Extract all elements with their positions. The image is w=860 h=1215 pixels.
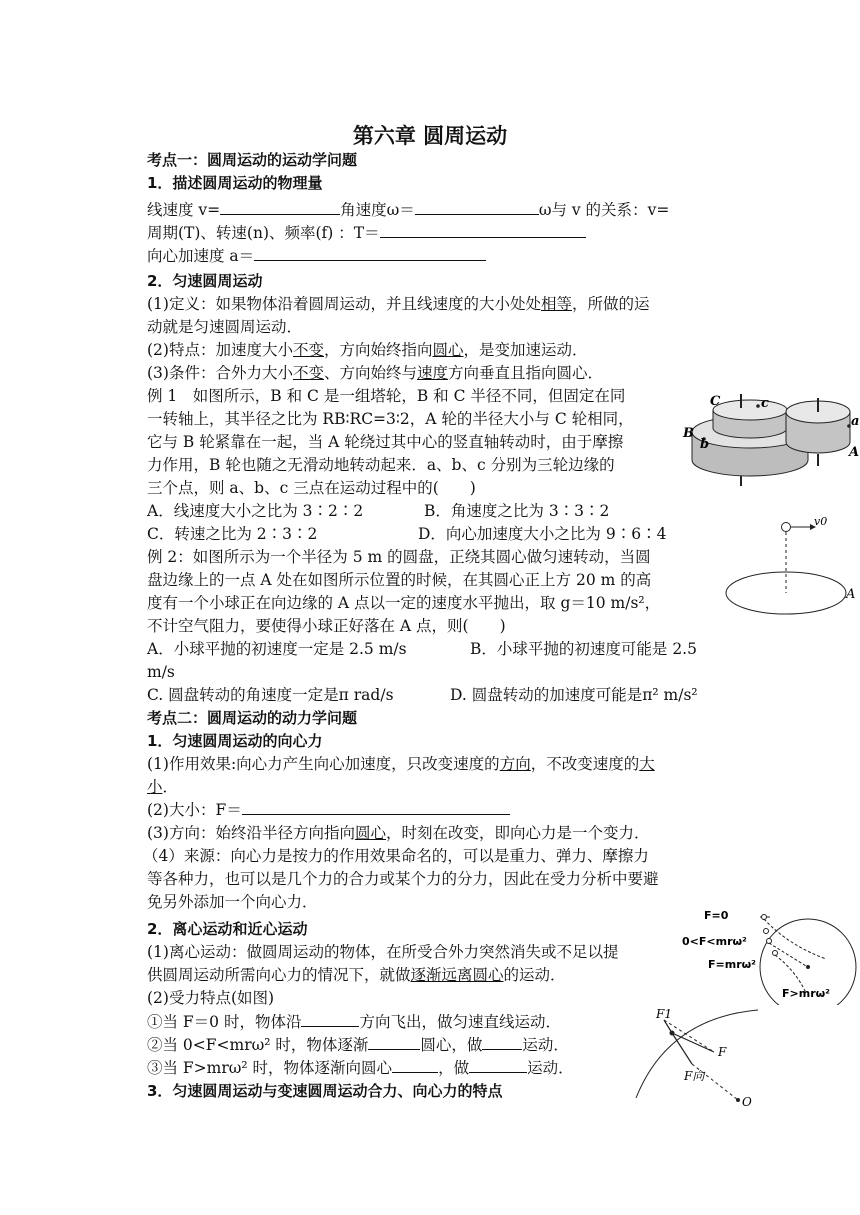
underlined-term: 不变	[292, 341, 324, 359]
label-F1: F1	[656, 1008, 672, 1021]
label-C: C	[710, 394, 721, 409]
option-b: B．角速度之比为 3∶3∶2	[424, 502, 610, 520]
underlined-term: 圆心	[432, 341, 464, 359]
underlined-term: 速度	[417, 364, 449, 382]
label-c: c	[761, 396, 769, 411]
underlined-term: 相等	[540, 295, 572, 313]
text: 方向垂直且指向圆心．	[448, 364, 604, 382]
option-b-cont: m/s	[147, 663, 175, 681]
subheading-centrifugal: 2．离心运动和近心运动	[147, 920, 308, 938]
label-f0: F=0	[704, 909, 729, 922]
case-3-line	[147, 1057, 574, 1079]
text: ，所做的运	[571, 295, 650, 313]
blank-case-3b	[469, 1057, 527, 1073]
text: ②当 0<F<mrω² 时，物体逐渐	[147, 1036, 369, 1054]
text: 、方向始终与	[323, 364, 417, 382]
line-acceleration	[147, 245, 486, 267]
line-velocity	[147, 199, 669, 221]
subheading-centripetal: 1．匀速圆周运动的向心力	[147, 732, 323, 750]
text: ，做	[438, 1059, 470, 1077]
text: ，不改变速度的	[530, 755, 640, 773]
text: ，是变加速运动．	[463, 341, 588, 359]
text: 方向飞出，做匀速直线运动．	[359, 1013, 561, 1031]
option-a: A．小球平抛的初速度一定是 2.5 m/s	[147, 640, 407, 658]
text: 供圆周运动所需向心力的情况下，就做	[147, 966, 411, 984]
effect-line	[147, 753, 655, 775]
subheading-compare: 3．匀速圆周运动与变速圆周运动合力、向心力的特点	[147, 1082, 503, 1100]
text: ③当 F>mrω² 时，物体逐渐向圆心	[147, 1059, 393, 1077]
text: 运动．	[527, 1059, 574, 1077]
page-title: 第六章 圆周运动	[352, 124, 508, 148]
label-linear-velocity: 线速度 v=	[147, 201, 221, 219]
text: 的运动．	[503, 966, 566, 984]
label-v0: v0	[814, 515, 828, 528]
tower-wheels-figure	[680, 388, 860, 490]
label-f3: F>mrω²	[782, 987, 830, 1000]
underlined-term: 逐渐远离圆心	[410, 966, 504, 984]
label-F: F	[718, 1045, 727, 1059]
force-decomposition-figure	[628, 1008, 778, 1110]
option-c: C. 圆盘转动的角速度一定是π rad/s	[147, 686, 394, 704]
centrifugal-line-2	[147, 964, 566, 986]
option-a: A．线速度大小之比为 3∶2∶2	[147, 502, 364, 520]
blank-case-2b	[482, 1034, 522, 1050]
text: (2)大小：F＝	[147, 801, 242, 819]
centrifugal-figure	[678, 905, 860, 1005]
source-line: （4）来源：向心力是按力的作用效果命名的，可以是重力、弹力、摩擦力	[143, 847, 649, 865]
text: 运动．	[522, 1036, 569, 1054]
text: (3)方向：始终沿半径方向指向	[147, 824, 355, 842]
text: 圆心，做	[420, 1036, 483, 1054]
line-period	[147, 222, 586, 244]
label-a: a	[851, 414, 860, 429]
example-1-line: 一转轴上，其半径之比为 RB∶RC=3∶2，A 轮的半径大小与 C 轮相同，	[147, 410, 634, 428]
def-line-2: 动就是匀速圆周运动．	[147, 318, 303, 336]
underlined-term: 大	[639, 755, 655, 773]
label-relation: ω与 v 的关系：v=	[538, 201, 670, 219]
blank-omega	[415, 199, 539, 215]
option-b: B．小球平抛的初速度可能是 2.5	[470, 640, 697, 658]
underlined-term: 圆心	[354, 824, 386, 842]
label-Fn: F向	[684, 1069, 705, 1083]
label-acceleration: 向心加速度 a＝	[147, 247, 255, 265]
option-d: D．向心加速度大小之比为 9∶6∶4	[418, 525, 667, 543]
section-1-heading: 考点一：圆周运动的运动学问题	[147, 151, 358, 169]
blank-case-1	[301, 1011, 359, 1027]
example-1-line: 例 1 如图所示，B 和 C 是一组塔轮，B 和 C 半径不同，但固定在同	[147, 387, 626, 405]
option-d: D. 圆盘转动的加速度可能是π² m/s²	[450, 686, 698, 704]
example-2-line: 例 2：如图所示为一个半径为 5 m 的圆盘，正绕其圆心做匀速转动，当圆	[147, 548, 651, 566]
blank-case-2a	[368, 1034, 420, 1050]
text: (1)定义：如果物体沿着圆周运动，并且线速度的大小处处	[147, 295, 541, 313]
text: (1)作用效果:向心力产生向心加速度，只改变速度的	[147, 755, 500, 773]
force-feature-line: (2)受力特点(如图)	[147, 989, 275, 1007]
label-angular-velocity: 角速度ω＝	[340, 201, 415, 219]
condition-line	[147, 362, 603, 384]
label-O: O	[742, 1095, 752, 1109]
def-line-1	[147, 293, 650, 315]
text: ，时刻在改变，即向心力是一个变力．	[385, 824, 650, 842]
feature-line	[147, 339, 588, 361]
label-b: b	[700, 437, 710, 452]
example-2-line: 度有一个小球正在向边缘的 A 点以一定的速度水平抛出，取 g＝10 m/s²，	[147, 594, 661, 612]
label-A: A	[846, 587, 856, 602]
text: ①当 F＝0 时，物体沿	[147, 1013, 302, 1031]
example-2-line: 不计空气阻力，要使得小球正好落在 A 点，则( )	[147, 617, 506, 635]
example-1-line: 力作用，B 轮也随之无滑动地转动起来．a、b、c 分别为三轮边缘的	[147, 456, 615, 474]
label-B: B	[683, 426, 694, 441]
disc-projectile-figure	[724, 513, 860, 643]
source-line: 等各种力，也可以是几个力的合力或某个力的分力，因此在受力分析中要避	[147, 870, 659, 888]
direction-line	[147, 822, 650, 844]
underlined-term: 方向	[499, 755, 531, 773]
text: (3)条件：合外力大小	[147, 364, 293, 382]
underlined-term: 小	[147, 778, 163, 796]
magnitude-line	[147, 799, 510, 821]
label-f2: F=mrω²	[708, 958, 756, 971]
label-period: 周期(T)、转速(n)、频率(f) ：T＝	[147, 224, 380, 242]
underlined-term: 不变	[292, 364, 324, 382]
example-1-line: 它与 B 轮紧靠在一起，当 A 轮绕过其中心的竖直轴转动时，由于摩擦	[147, 433, 624, 451]
subheading-uniform: 2．匀速圆周运动	[147, 272, 263, 290]
option-c: C．转速之比为 2∶3∶2	[147, 525, 318, 543]
subheading-quantities: 1．描述圆周运动的物理量	[147, 174, 323, 192]
blank-period	[380, 222, 586, 238]
blank-case-3a	[392, 1057, 438, 1073]
label-f1: 0<F<mrω²	[682, 935, 747, 948]
blank-v	[220, 199, 340, 215]
blank-force	[242, 799, 510, 815]
case-2-line	[147, 1034, 569, 1056]
effect-line-2	[147, 776, 178, 798]
centrifugal-line: (1)离心运动：做圆周运动的物体，在所受合外力突然消失或不足以提	[147, 943, 619, 961]
case-1-line	[147, 1011, 561, 1033]
blank-acceleration	[254, 245, 486, 261]
label-A: A	[849, 445, 860, 460]
text: ，方向始终指向	[323, 341, 433, 359]
text: ．	[162, 778, 179, 796]
source-line: 免另外添加一个向心力．	[147, 893, 318, 911]
section-2-heading: 考点二：圆周运动的动力学问题	[147, 709, 358, 727]
example-1-line: 三个点，则 a、b、c 三点在运动过程中的( )	[147, 479, 476, 497]
text: (2)特点：加速度大小	[147, 341, 293, 359]
example-2-line: 盘边缘上的一点 A 处在如图所示位置的时候，在其圆心正上方 20 m 的高	[147, 571, 652, 589]
